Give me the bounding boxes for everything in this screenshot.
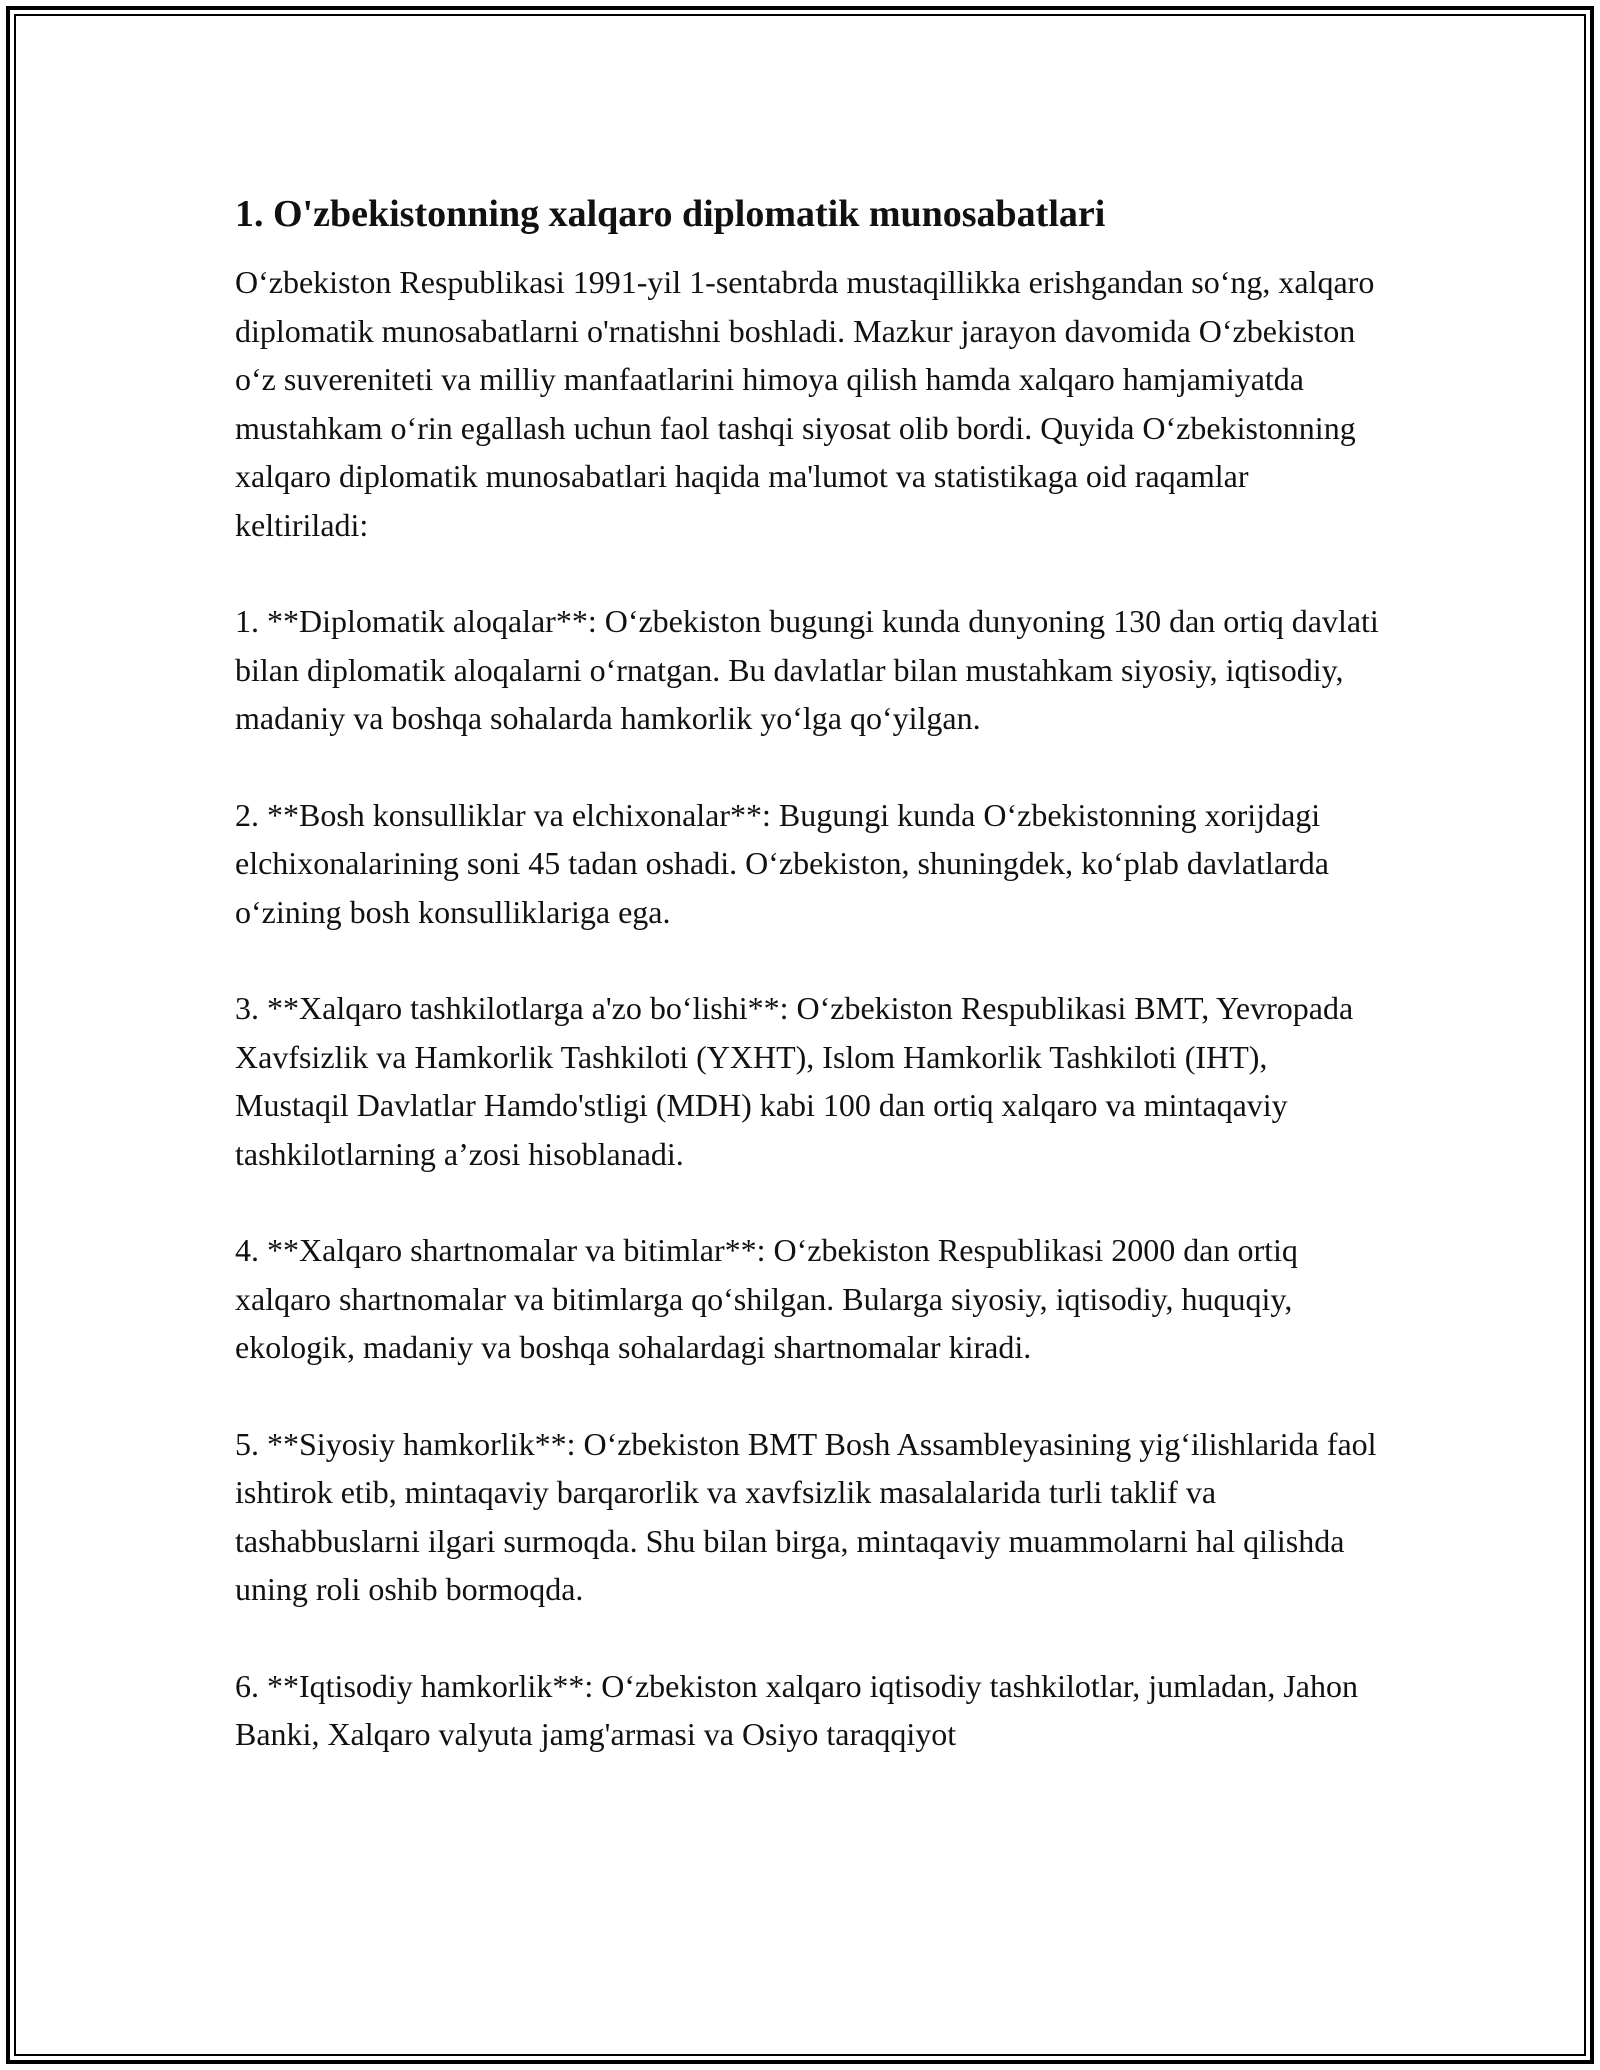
paragraph-political-cooperation: 5. **Siyosiy hamkorlik**: O‘zbekiston BMT Bosh Assambleyasining yig‘ilishlarida faol ishtirok etib, mintaqaviy barqarorlik va xavfsizlik masalalarida turli taklif va tashabbuslarni ilgari surmoqda. Shu bilan birga, mintaqaviy muammolarni hal qilishda uning roli oshib bormoqda. [235, 1425, 1377, 1607]
paragraph-economic-cooperation: 6. **Iqtisodiy hamkorlik**: O‘zbekiston xalqaro iqtisodiy tashkilotlar, jumladan, Jahon Banki, Xalqaro valyuta jamg'armasi va Osiyo taraqqiyot [235, 1667, 1358, 1752]
paragraph-consulates-embassies: 2. **Bosh konsulliklar va elchixonalar**: Bugungi kunda O‘zbekistonning xorijdagi elchixonalarining soni 45 tadan oshadi. O‘zbekiston, shuningdek, ko‘plab davlatlarda o‘zining bosh konsulliklariga ega. [235, 796, 1329, 930]
document-body [235, 184, 1385, 1807]
paragraph-international-organizations: 3. **Xalqaro tashkilotlarga a'zo bo‘lishi**: O‘zbekiston Respublikasi BMT, Yevropada Xavfsizlik va Hamkorlik Tashkiloti (YXHT), Islom Hamkorlik Tashkiloti (IHT), Mustaqil Davlatlar Hamdo'stligi (MDH) kabi 100 dan ortiq xalqaro va mintaqaviy tashkilotlarning a’zosi hisoblanadi. [235, 990, 1354, 1172]
document-heading: 1. O'zbekistonning xalqaro diplomatik munosabatlari [235, 193, 1106, 235]
paragraph-treaties-agreements: 4. **Xalqaro shartnomalar va bitimlar**: O‘zbekiston Respublikasi 2000 dan ortiq xalqaro shartnomalar va bitimlarga qo‘shilgan. Bularga siyosiy, iqtisodiy, huquqiy, ekologik, madaniy va boshqa sohalardagi shartnomalar kiradi. [235, 1232, 1298, 1365]
paragraph-diplomatic-relations: 1. **Diplomatik aloqalar**: O‘zbekiston bugungi kunda dunyoning 130 dan ortiq davlati bilan diplomatik aloqalarni o‘rnatgan. Bu davlatlar bilan mustahkam siyosiy, iqtisodiy, madaniy va boshqa sohalarda hamkorlik yo‘lga qo‘yilgan. [235, 603, 1379, 736]
intro-paragraph: O‘zbekiston Respublikasi 1991-yil 1-sentabrda mustaqillikka erishgandan so‘ng, xalqaro diplomatik munosabatlarni o'rnatishni boshladi. Mazkur jarayon davomida O‘zbekiston o‘z suvereniteti va milliy manfaatlarini himoya qilish hamda xalqaro hamjamiyatda mustahkam o‘rin egallash uchun faol tashqi siyosat olib bordi. Quyida O‘zbekistonning xalqaro diplomatik munosabatlari haqida ma'lumot va statistikaga oid raqamlar keltiriladi: [235, 264, 1375, 543]
